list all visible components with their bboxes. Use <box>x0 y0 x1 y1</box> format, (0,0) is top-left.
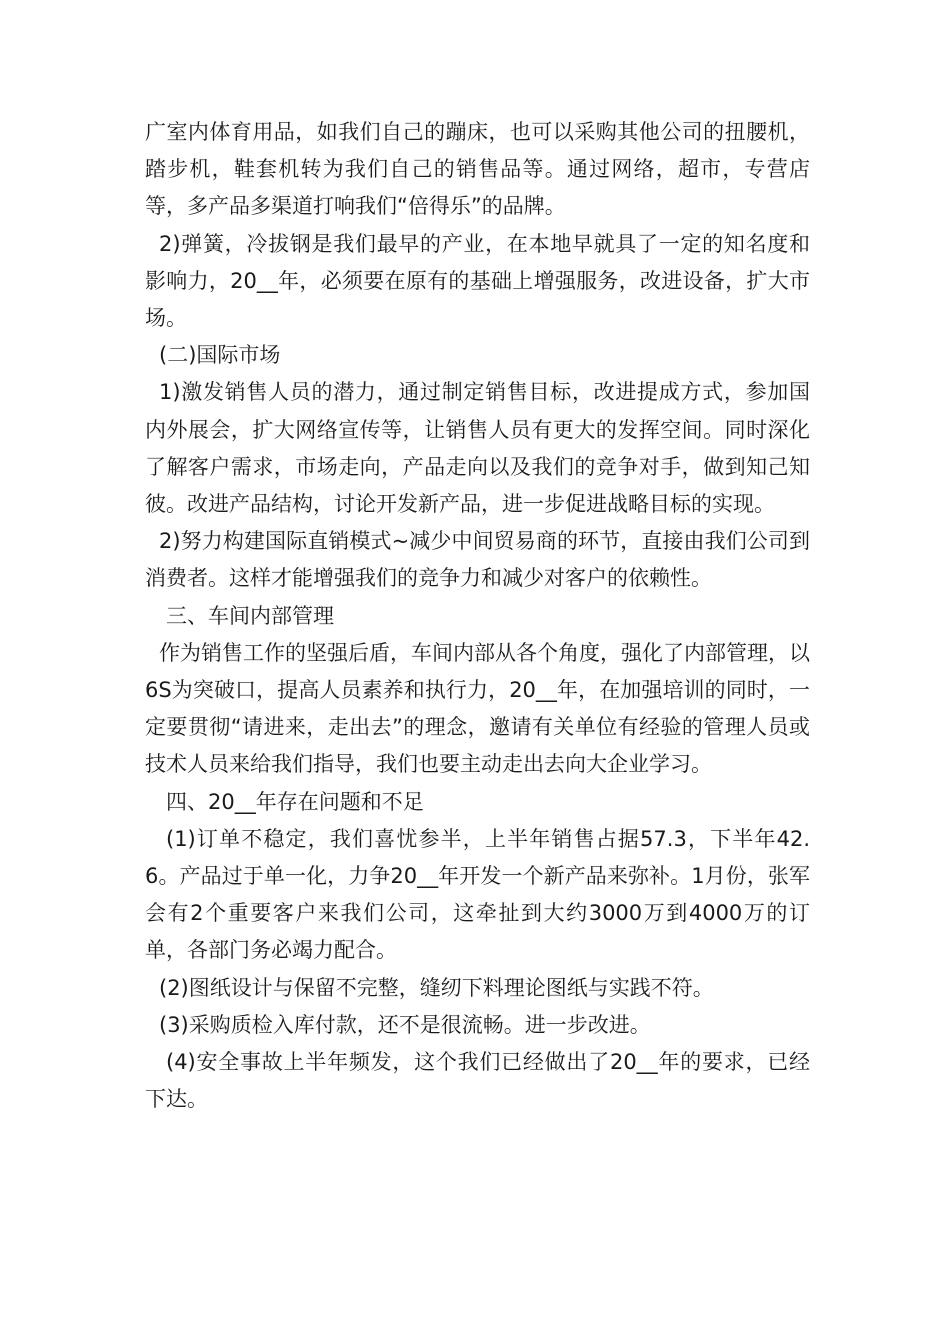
paragraph-spring-steel: 2)弹簧，冷拔钢是我们最早的产业，在本地早就具了一定的知名度和影响力，20__年，必须要在原有的基础上增强服务，改进设备，扩大市场。 <box>145 231 810 331</box>
paragraph-problem-safety: (4)安全事故上半年频发，这个我们已经做出了20__年的要求，已经下达。 <box>145 1050 810 1112</box>
paragraph-direct-sales: 2)努力构建国际直销模式~减少中间贸易商的环节，直接由我们公司到消费者。这样才能增强我们的竞争力和减少对客户的依赖性。 <box>145 529 810 591</box>
paragraph-problem-drawings: (2)图纸设计与保留不完整，缝纫下料理论图纸与实践不符。 <box>159 975 714 1000</box>
heading-international-market: (二)国际市场 <box>159 343 281 368</box>
paragraph-problem-orders: (1)订单不稳定，我们喜忧参半，上半年销售占据57.3，下半年42.6。产品过于单一化，力争20__年开发一个新产品来弥补。1月份，张军会有2个重要客户来我们公司，这牵扯到大约3000万到4000万的订单，各部门务必竭力配合。 <box>145 826 810 963</box>
heading-workshop-management: 三、车间内部管理 <box>166 603 334 628</box>
document-body <box>145 114 810 1118</box>
paragraph-problem-procurement: (3)采购质检入库付款，还不是很流畅。进一步改进。 <box>159 1012 651 1037</box>
paragraph-product-channels: 广室内体育用品，如我们自己的蹦床，也可以采购其他公司的扭腰机，踏步机，鞋套机转为我们自己的销售品等。通过网络，超市，专营店等，多产品多渠道打响我们“倍得乐”的品牌。 <box>145 120 810 219</box>
heading-problems: 四、20__年存在问题和不足 <box>166 789 424 814</box>
paragraph-sales-potential: 1)激发销售人员的潜力，通过制定销售目标，改进提成方式，参加国内外展会，扩大网络宣传等，让销售人员有更大的发挥空间。同时深化了解客户需求，市场走向，产品走向以及我们的竞争对手，做到知己知彼。改进产品结构，讨论开发新产品，进一步促进战略目标的实现。 <box>145 380 810 517</box>
paragraph-workshop-management: 作为销售工作的坚强后盾，车间内部从各个角度，强化了内部管理，以6S为突破口，提高人员素养和执行力，20__年，在加强培训的同时，一定要贯彻“请进来，走出去”的理念，邀请有关单位有经验的管理人员或技术人员来给我们指导，我们也要主动走出去向大企业学习。 <box>145 640 810 777</box>
